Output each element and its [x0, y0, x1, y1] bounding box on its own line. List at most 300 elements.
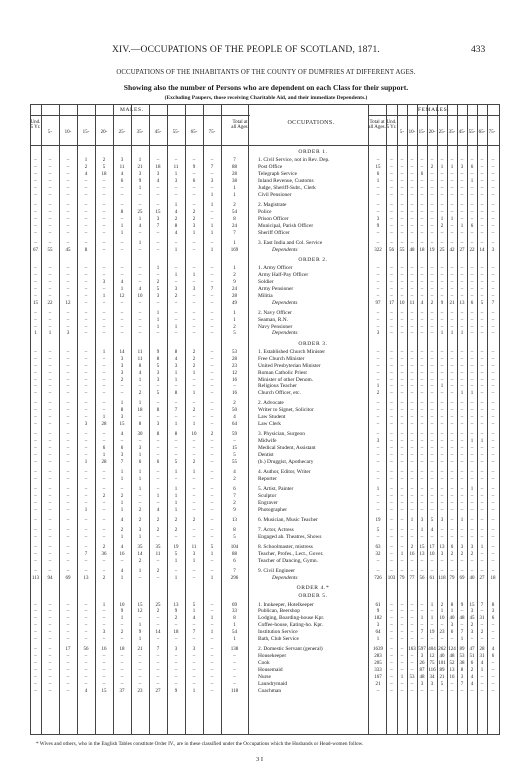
- male-cell: 19: [173, 544, 179, 550]
- occupation-label: Nurse: [258, 673, 271, 680]
- male-cell: –: [66, 500, 70, 506]
- female-cell: –: [410, 363, 414, 369]
- male-cell: –: [48, 286, 52, 292]
- male-cell: –: [66, 279, 70, 285]
- female-cell: –: [450, 363, 454, 369]
- male-cell: 1: [174, 377, 178, 383]
- female-cell: 17: [389, 300, 394, 306]
- male-cell: –: [120, 384, 124, 390]
- female-cell: –: [440, 422, 444, 428]
- female-cell: –: [470, 446, 474, 451]
- male-cell: 1: [174, 558, 178, 564]
- male-cell: 6: [120, 179, 124, 185]
- male-cell: –: [174, 446, 178, 451]
- female-cell: –: [491, 500, 495, 506]
- male-cell: 2: [174, 216, 178, 222]
- female-cell: –: [400, 688, 404, 694]
- female-cell: –: [440, 527, 444, 533]
- male-cell: –: [48, 452, 52, 458]
- female-cell: 18: [490, 575, 496, 581]
- male-cell: –: [66, 415, 70, 421]
- female-cell: 1: [480, 544, 484, 550]
- female-cell: –: [470, 331, 474, 337]
- female-cell: –: [470, 317, 474, 323]
- male-cell: –: [34, 609, 37, 615]
- female-cell: –: [410, 384, 414, 390]
- female-cell: –: [491, 401, 495, 407]
- female-cell: –: [376, 324, 380, 330]
- male-cell: 1: [174, 203, 178, 208]
- male-cell: 55: [232, 459, 237, 465]
- female-cell: –: [400, 391, 404, 397]
- female-cell: –: [390, 637, 393, 642]
- female-cell: –: [480, 279, 484, 285]
- female-cell: –: [410, 266, 414, 272]
- male-cell: –: [102, 527, 106, 533]
- male-cell: –: [192, 575, 196, 581]
- female-cell: –: [400, 415, 404, 421]
- female-cell: –: [420, 558, 424, 564]
- male-cell: 50: [232, 408, 237, 414]
- female-cell: –: [470, 517, 474, 523]
- female-cell: –: [470, 363, 474, 369]
- female-cell: –: [491, 363, 495, 369]
- female-cell: –: [400, 667, 404, 673]
- male-cell: –: [210, 558, 214, 564]
- male-cell: –: [34, 517, 37, 523]
- male-cell: –: [48, 293, 52, 299]
- occupation-label: 1. Army Officer: [258, 265, 293, 272]
- male-cell: –: [138, 230, 142, 236]
- female-cell: –: [491, 279, 495, 285]
- female-cell: –: [460, 216, 464, 222]
- female-cell: –: [470, 279, 474, 285]
- age-column-header: 35-: [448, 130, 456, 135]
- male-cell: 1: [84, 507, 88, 513]
- male-cell: –: [48, 544, 52, 550]
- male-cell: 8: [174, 349, 178, 355]
- male-cell: 13: [232, 517, 237, 523]
- female-cell: –: [410, 534, 414, 540]
- male-cell: 3: [174, 363, 178, 369]
- female-cell: –: [491, 507, 495, 513]
- occupation-label: 2. Domestic Servant (general): [258, 646, 323, 653]
- female-cell: –: [480, 422, 484, 428]
- female-cell: –: [430, 623, 434, 629]
- female-cell: –: [390, 391, 393, 397]
- male-cell: –: [84, 384, 88, 390]
- male-cell: –: [84, 230, 88, 236]
- female-cell: 21: [375, 681, 381, 687]
- female-cell: –: [470, 534, 474, 540]
- female-cell: –: [400, 158, 404, 164]
- male-cell: 3: [138, 527, 142, 533]
- male-cell: –: [192, 192, 196, 198]
- female-cell: 15: [375, 165, 381, 171]
- occupation-label: Inland Revenue, Customs: [258, 178, 314, 185]
- female-cell: 6: [470, 300, 474, 306]
- male-cell: –: [48, 459, 52, 465]
- female-cell: 5: [430, 517, 434, 523]
- female-cell: –: [491, 493, 495, 499]
- table-bottom-rule: [30, 734, 500, 735]
- female-cell: –: [450, 517, 454, 523]
- female-cell: 1: [440, 216, 444, 222]
- male-cell: 18: [119, 647, 125, 653]
- male-cell: 7: [174, 408, 178, 414]
- male-cell: –: [174, 681, 178, 687]
- female-cell: 283: [374, 654, 382, 659]
- male-cell: 27: [155, 688, 161, 694]
- male-cell: –: [66, 667, 70, 673]
- female-cell: 79: [449, 575, 455, 581]
- female-cell: –: [491, 293, 495, 299]
- female-cell: 1: [440, 331, 444, 337]
- female-cell: –: [400, 266, 404, 272]
- female-cell: 3: [420, 654, 424, 659]
- female-cell: –: [390, 209, 393, 215]
- female-cell: –: [440, 186, 444, 191]
- male-cell: 18: [101, 172, 107, 178]
- female-cell: –: [420, 401, 424, 407]
- female-cell: –: [470, 310, 474, 316]
- male-cell: –: [192, 293, 196, 299]
- occupation-label: Reporter: [258, 475, 277, 482]
- female-cell: –: [390, 507, 393, 513]
- male-cell: –: [34, 363, 37, 369]
- female-cell: –: [450, 223, 454, 229]
- female-cell: 1: [480, 667, 484, 673]
- female-cell: –: [440, 324, 444, 330]
- male-cell: –: [34, 165, 37, 171]
- female-cell: 7: [460, 630, 464, 636]
- male-cell: –: [174, 279, 178, 285]
- female-cell: –: [491, 476, 495, 482]
- male-cell: –: [210, 209, 214, 215]
- male-cell: –: [210, 273, 214, 278]
- male-cell: –: [120, 439, 124, 445]
- female-cell: –: [390, 432, 393, 438]
- female-cell: –: [390, 500, 393, 506]
- male-cell: 10: [191, 432, 197, 438]
- male-cell: –: [138, 674, 142, 680]
- male-cell: 21: [137, 647, 143, 653]
- male-cell: –: [48, 186, 52, 191]
- male-cell: –: [192, 534, 196, 540]
- male-cell: –: [66, 230, 70, 236]
- male-cell: 1: [233, 240, 236, 246]
- male-cell: 9: [192, 165, 196, 171]
- female-cell: –: [440, 500, 444, 506]
- female-cell: –: [410, 317, 414, 323]
- male-cell: 2: [138, 558, 142, 564]
- female-cell: –: [450, 179, 454, 185]
- male-cell: –: [120, 186, 124, 191]
- female-cell: –: [410, 408, 414, 414]
- male-cell: 2: [156, 527, 160, 533]
- female-cell: –: [420, 391, 424, 397]
- female-cell: –: [410, 356, 414, 362]
- female-cell: 31: [479, 616, 485, 622]
- female-cell: –: [491, 230, 495, 236]
- female-cell: –: [400, 654, 404, 659]
- male-cell: –: [210, 331, 214, 337]
- female-cell: 101: [438, 660, 446, 666]
- female-cell: –: [420, 317, 424, 323]
- occupation-label: 1. Civil Service, not in Rev. Dep.: [258, 157, 330, 164]
- male-cell: –: [34, 660, 37, 666]
- male-cell: –: [34, 637, 37, 642]
- male-cell: –: [66, 384, 70, 390]
- male-cell: –: [138, 575, 142, 581]
- male-cell: –: [102, 186, 106, 191]
- male-cell: –: [34, 179, 37, 185]
- female-cell: –: [480, 391, 484, 397]
- male-cell: 2: [102, 158, 106, 164]
- female-cell: –: [491, 317, 495, 323]
- male-cell: –: [84, 660, 88, 666]
- male-cell: –: [48, 637, 52, 642]
- female-cell: –: [410, 558, 414, 564]
- female-cell: 167: [374, 674, 382, 680]
- female-cell: –: [491, 203, 495, 208]
- table-row: [0, 300, 531, 307]
- female-cell: –: [450, 507, 454, 513]
- age-column-header: 65-: [478, 130, 486, 135]
- female-cell: –: [376, 493, 380, 499]
- female-cell: 2: [480, 630, 484, 636]
- male-cell: 59: [232, 432, 237, 438]
- female-cell: –: [420, 500, 424, 506]
- male-cell: –: [210, 317, 214, 323]
- male-cell: –: [156, 300, 160, 306]
- male-cell: 2: [233, 476, 236, 482]
- male-cell: –: [174, 300, 178, 306]
- female-cell: –: [400, 203, 404, 208]
- male-cell: 16: [119, 551, 125, 557]
- female-cell: –: [410, 293, 414, 299]
- female-cell: –: [376, 273, 380, 278]
- male-cell: –: [102, 331, 106, 337]
- female-cell: –: [480, 408, 484, 414]
- female-cell: –: [420, 568, 424, 574]
- male-cell: –: [102, 660, 106, 666]
- male-cell: –: [48, 486, 52, 492]
- female-cell: 1: [470, 391, 474, 397]
- female-cell: –: [410, 415, 414, 421]
- occupation-label: 3. East India and Col. Service: [258, 239, 323, 246]
- male-cell: –: [66, 293, 70, 299]
- male-cell: 2: [174, 616, 178, 622]
- female-cell: –: [491, 486, 495, 492]
- female-cell: –: [440, 349, 444, 355]
- male-cell: –: [102, 517, 106, 523]
- female-cell: –: [460, 324, 464, 330]
- male-cell: –: [34, 452, 37, 458]
- female-cell: –: [440, 688, 444, 694]
- female-cell: 21: [449, 300, 455, 306]
- male-cell: –: [66, 356, 70, 362]
- female-cell: –: [400, 446, 404, 451]
- female-cell: –: [400, 179, 404, 185]
- female-cell: –: [450, 401, 454, 407]
- female-cell: –: [460, 377, 464, 383]
- female-cell: –: [400, 507, 404, 513]
- male-cell: 13: [173, 602, 179, 608]
- male-cell: 1: [174, 422, 178, 428]
- male-cell: –: [66, 609, 70, 615]
- table-title: OCCUPATIONS OF THE INHABITANTS OF THE COUNTY OF DUMFRIES AT DIFFERENT AGES.: [116, 69, 416, 76]
- male-cell: 1: [120, 230, 124, 236]
- female-cell: –: [400, 165, 404, 171]
- male-cell: –: [138, 415, 142, 421]
- male-cell: 21: [137, 165, 143, 171]
- occupation-label: Judge, Sheriff-Subt., Clerk: [258, 185, 316, 191]
- male-cell: 8: [84, 247, 88, 253]
- male-cell: –: [156, 575, 160, 581]
- female-cell: –: [470, 186, 474, 191]
- female-cell: –: [376, 286, 380, 292]
- male-cell: 17: [65, 647, 71, 653]
- female-cell: –: [390, 486, 393, 492]
- female-cell: –: [390, 493, 393, 499]
- female-cell: 17: [429, 544, 435, 550]
- male-cell: 4: [233, 469, 236, 475]
- male-cell: 69: [232, 602, 237, 608]
- female-cell: 1: [450, 216, 454, 222]
- male-cell: 23: [232, 363, 237, 369]
- male-cell: –: [66, 223, 70, 229]
- male-cell: –: [102, 247, 106, 253]
- male-cell: –: [66, 310, 70, 316]
- male-cell: –: [48, 266, 52, 272]
- male-cell: –: [192, 507, 196, 513]
- male-cell: –: [48, 517, 52, 523]
- male-cell: –: [156, 415, 160, 421]
- male-cell: 1: [174, 324, 178, 330]
- female-cell: –: [450, 230, 454, 236]
- male-cell: 1: [192, 558, 196, 564]
- female-cell: –: [420, 469, 424, 475]
- male-cell: –: [66, 688, 70, 694]
- female-cell: –: [430, 507, 434, 513]
- female-cell: –: [430, 363, 434, 369]
- female-cell: –: [376, 310, 380, 316]
- female-cell: –: [390, 216, 393, 222]
- female-cell: 53: [459, 654, 465, 659]
- male-cell: 9: [174, 609, 178, 615]
- female-cell: 6: [376, 172, 380, 178]
- female-cell: –: [420, 609, 424, 615]
- female-cell: 1: [460, 391, 464, 397]
- female-cell: –: [420, 370, 424, 376]
- female-cell: 1: [440, 384, 444, 390]
- male-cell: 3: [156, 370, 160, 376]
- male-cell: –: [48, 623, 52, 629]
- male-cell: –: [34, 240, 37, 246]
- female-cell: –: [400, 186, 404, 191]
- occupation-label: Militia: [258, 292, 273, 299]
- male-cell: –: [48, 667, 52, 673]
- male-cell: 3: [174, 179, 178, 185]
- male-cell: 6: [138, 459, 142, 465]
- female-cell: –: [491, 439, 495, 445]
- male-cell: –: [48, 349, 52, 355]
- occupation-label: Telegraph Service: [258, 171, 297, 178]
- male-cell: –: [138, 310, 142, 316]
- male-cell: 94: [47, 575, 53, 581]
- female-cell: –: [420, 493, 424, 499]
- male-cell: –: [66, 216, 70, 222]
- female-cell: 182: [374, 616, 382, 622]
- male-cell: –: [84, 415, 88, 421]
- female-cell: –: [420, 459, 424, 465]
- male-cell: –: [34, 377, 37, 383]
- male-cell: –: [66, 568, 70, 574]
- male-cell: 11: [155, 551, 161, 557]
- female-cell: 9: [376, 223, 380, 229]
- male-cell: –: [48, 324, 52, 330]
- male-cell: 11: [137, 356, 143, 362]
- male-cell: –: [48, 203, 52, 208]
- female-cell: –: [390, 317, 393, 323]
- female-cell: –: [440, 439, 444, 445]
- female-cell: –: [480, 500, 484, 506]
- female-cell: 4: [470, 674, 474, 680]
- female-cell: 333: [374, 667, 382, 673]
- female-cell: –: [400, 500, 404, 506]
- male-cell: 1: [174, 469, 178, 475]
- female-cell: –: [480, 165, 484, 171]
- male-cell: –: [102, 681, 106, 687]
- male-cell: –: [210, 310, 214, 316]
- female-cell: 48: [419, 674, 425, 680]
- male-cell: 1: [138, 216, 142, 222]
- occupation-label: Municipal, Parish Officer: [258, 222, 314, 229]
- male-cell: –: [210, 500, 214, 506]
- female-cell: –: [480, 223, 484, 229]
- male-cell: 296: [230, 575, 239, 581]
- male-cell: 16: [101, 647, 107, 653]
- female-cell: –: [430, 310, 434, 316]
- male-cell: –: [174, 266, 178, 272]
- page-title: XIV.—OCCUPATIONS OF THE PEOPLE OF SCOTLAND, 1871.: [112, 45, 381, 55]
- female-cell: –: [390, 384, 393, 390]
- male-cell: –: [84, 391, 88, 397]
- female-cell: –: [400, 432, 404, 438]
- female-cell: –: [400, 681, 404, 687]
- female-cell: –: [491, 408, 495, 414]
- male-cell: –: [66, 203, 70, 208]
- female-cell: –: [376, 534, 380, 540]
- female-cell: –: [410, 172, 414, 178]
- female-cell: –: [491, 660, 495, 666]
- male-cell: –: [84, 469, 88, 475]
- female-cell: 18: [419, 247, 425, 253]
- female-cell: 6: [491, 654, 495, 659]
- male-cell: 7: [233, 493, 236, 499]
- male-cell: 7: [210, 165, 214, 171]
- male-cell: –: [34, 401, 37, 407]
- male-cell: –: [210, 660, 214, 666]
- female-cell: –: [420, 158, 424, 164]
- male-cell: –: [66, 370, 70, 376]
- male-cell: 1: [138, 623, 142, 629]
- male-cell: 25: [155, 602, 161, 608]
- male-cell: 9: [174, 688, 178, 694]
- female-cell: –: [400, 317, 404, 323]
- male-cell: 169: [230, 247, 239, 253]
